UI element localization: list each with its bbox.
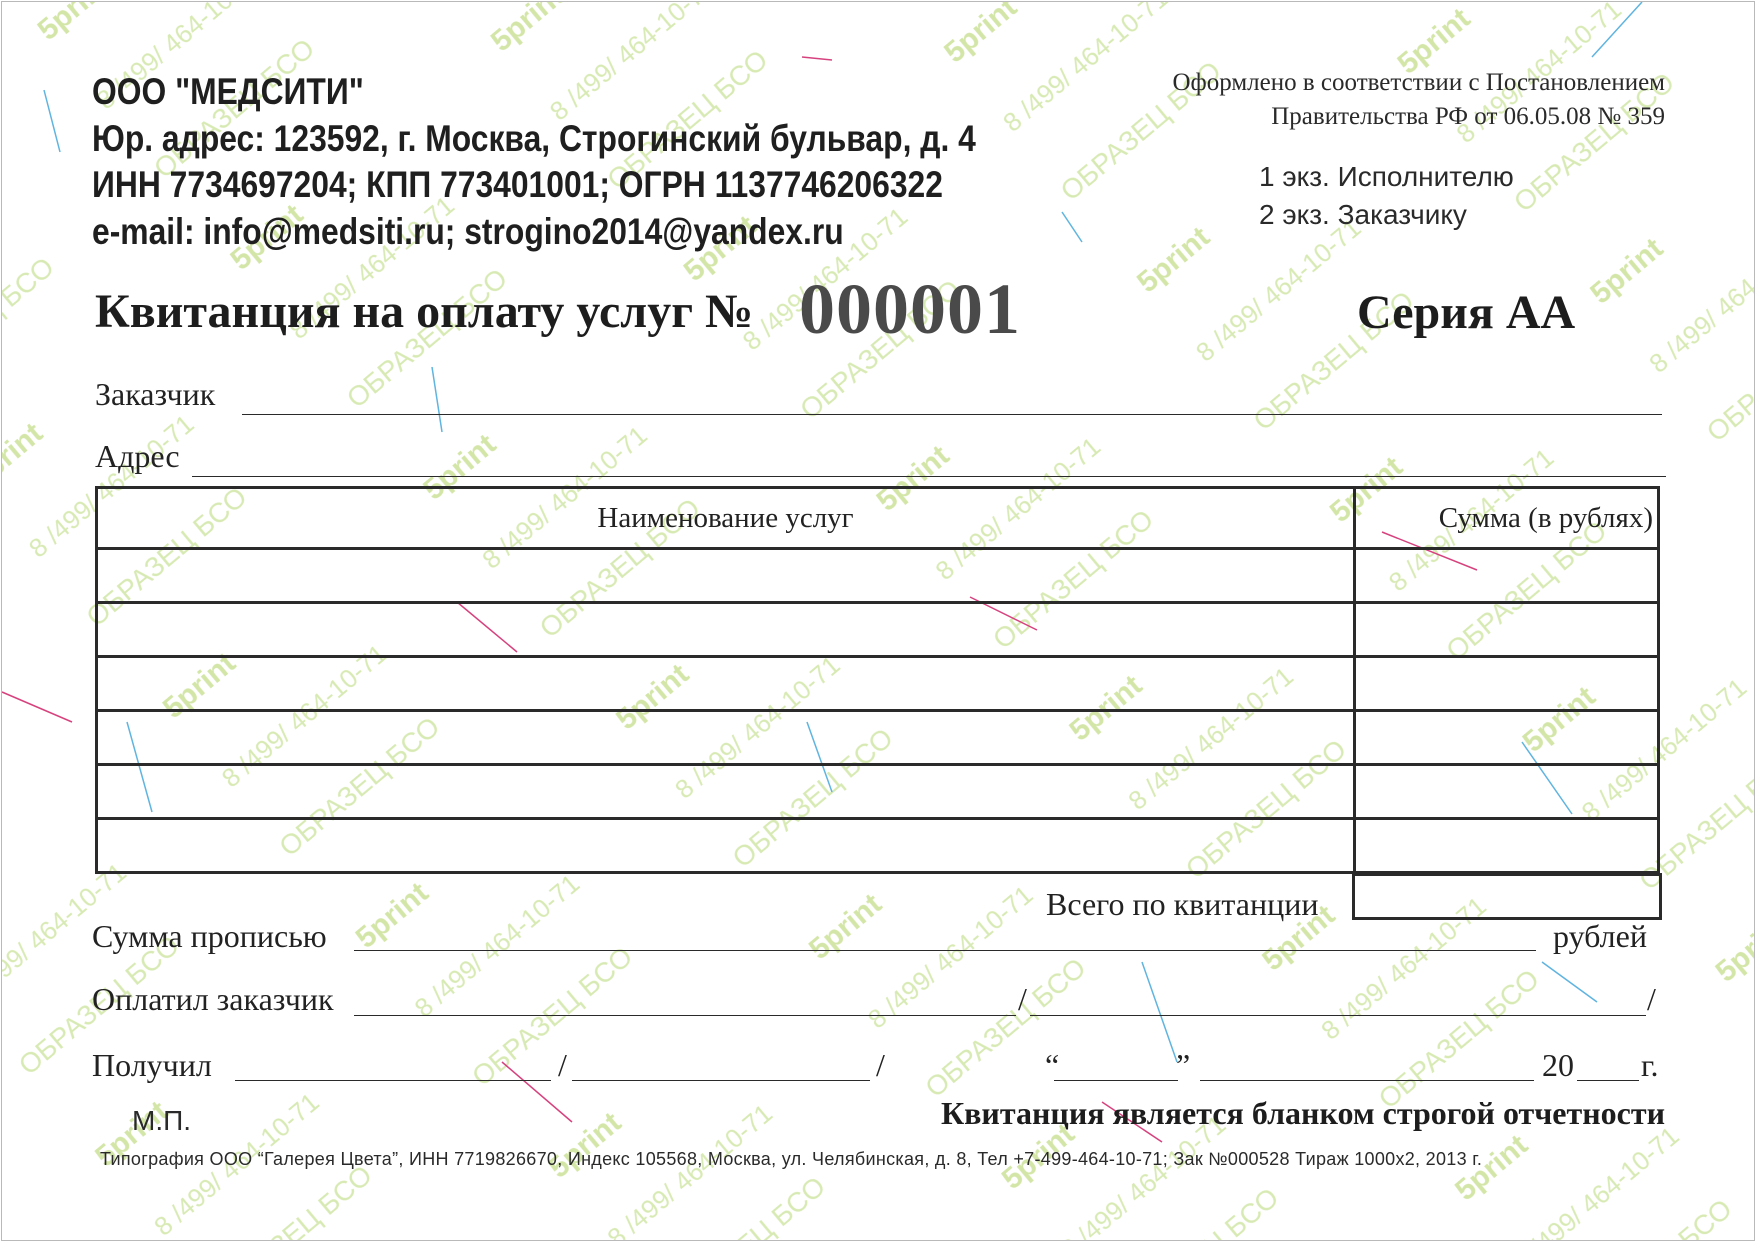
service-name-cell[interactable] [97,711,1355,765]
customer-label: Заказчик [95,376,216,412]
total-field[interactable] [1352,873,1662,920]
printer-info: Типография ООО “Галерея Цвета”, ИНН 7719826670, Индекс 105568, Москва, ул. Челябинская, д. 8, Тел +7-499-464-10-71; Зак №000528 Тираж 1000х2, 2013 г. [100,1149,1483,1169]
regulation-line-2: Правительства РФ от 06.05.08 № 359 [1271,103,1665,130]
org-ids: ИНН 7734697204; КПП 773401001; ОГРН 1137746206322 [92,164,943,205]
received-label: Получил [92,1047,212,1083]
paid-slash-2: / [1647,981,1656,1017]
service-name-cell[interactable] [97,657,1355,711]
paid-slash-1: / [1018,981,1027,1017]
regulation-line-1: Оформлено в соответствии с Постановлением [1172,69,1665,96]
org-address: Юр. адрес: 123592, г. Москва, Строгинский бульвар, д. 4 [92,118,976,159]
date-year-field[interactable] [1577,1080,1639,1081]
address-label: Адрес [95,438,180,474]
copies-line-2: 2 экз. Заказчику [1259,199,1467,230]
org-email: e-mail: info@medsiti.ru; strogino2014@yandex.ru [92,211,844,252]
service-sum-cell[interactable] [1355,657,1659,711]
customer-field[interactable] [242,414,1662,415]
received-signature-field[interactable] [235,1080,551,1081]
total-label: Всего по квитанции [1046,886,1319,922]
paid-label: Оплатил заказчик [92,981,334,1017]
paid-signature-field[interactable] [354,1015,1016,1016]
table-row [97,711,1659,765]
table-row [97,603,1659,657]
service-name-cell[interactable] [97,603,1355,657]
service-name-cell[interactable] [97,819,1355,873]
column-header-services: Наименование услуг [97,488,1355,549]
received-name-field[interactable] [572,1080,870,1081]
date-year-suffix: г. [1641,1047,1659,1083]
service-sum-cell[interactable] [1355,549,1659,603]
received-slash-1: / [558,1047,567,1083]
copies-line-1: 1 экз. Исполнителю [1259,161,1514,192]
table-row [97,765,1659,819]
service-sum-cell[interactable] [1355,603,1659,657]
service-sum-cell[interactable] [1355,711,1659,765]
date-day-field[interactable] [1054,1080,1178,1081]
service-sum-cell[interactable] [1355,819,1659,873]
amount-words-label: Сумма прописью [92,918,327,954]
date-month-field[interactable] [1200,1080,1534,1081]
strict-notice: Квитанция является бланком строгой отчетности [940,1095,1665,1131]
org-name: ООО "МЕДСИТИ" [92,71,364,112]
table-row [97,819,1659,873]
table-header-row [97,488,1659,549]
receipt-number: 000001 [799,269,1021,349]
date-year-prefix: 20 [1542,1047,1574,1083]
amount-words-field[interactable] [354,950,1536,951]
table-row [97,657,1659,711]
received-slash-2: / [876,1047,885,1083]
receipt-form [1,1,1755,1241]
receipt-series: Серия АА [1357,286,1576,339]
currency-label: рублей [1553,918,1647,954]
table-row [97,549,1659,603]
address-field[interactable] [192,476,1666,477]
column-header-sum: Сумма (в рублях) [1355,488,1659,549]
services-table [95,486,1660,874]
stamp-label: М.П. [132,1105,192,1136]
paid-name-field[interactable] [1030,1015,1646,1016]
service-name-cell[interactable] [97,765,1355,819]
date-quote-close: ” [1176,1047,1191,1083]
service-name-cell[interactable] [97,549,1355,603]
service-sum-cell[interactable] [1355,765,1659,819]
receipt-title: Квитанция на оплату услуг № [95,285,754,338]
date-quote-open: “ [1045,1047,1060,1083]
